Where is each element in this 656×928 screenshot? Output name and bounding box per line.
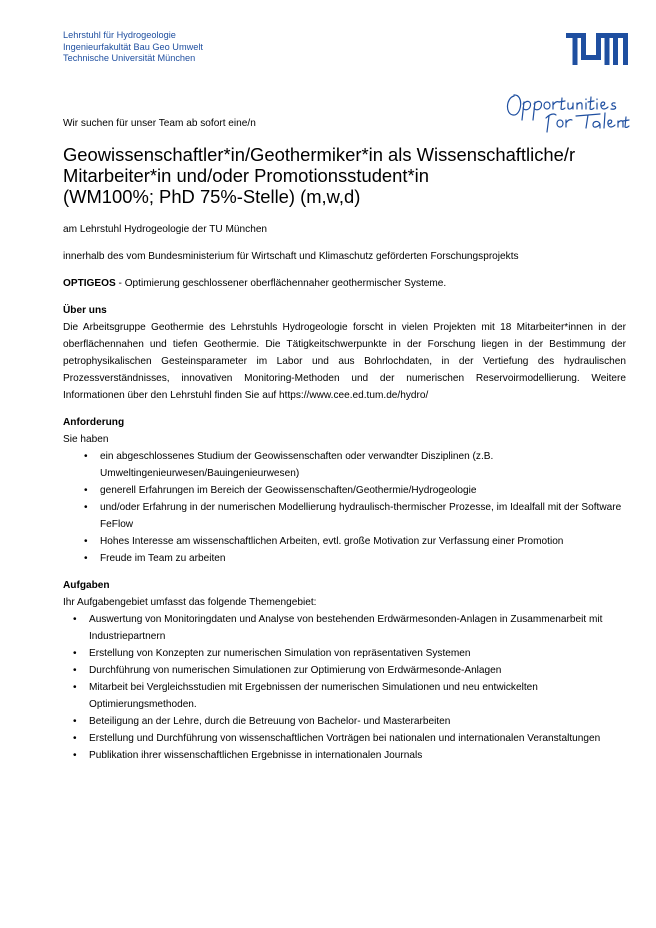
- list-item: • und/oder Erfahrung in der numerischen Modellierung hydraulisch-thermischer Prozesse, im Idealfall mit der Software FeFlow: [63, 499, 626, 533]
- tasks-lead: Ihr Aufgabengebiet umfasst das folgende Themengebiet:: [63, 597, 317, 608]
- tum-logo: [566, 33, 628, 65]
- about-heading: Über uns: [63, 305, 107, 316]
- tasks-list: [63, 611, 626, 764]
- location-line: am Lehrstuhl Hydrogeologie der TU München: [63, 224, 268, 235]
- job-title-line-3: (WM100%; PhD 75%-Stelle) (m,w,d): [63, 186, 361, 207]
- list-item: • Durchführung von numerischen Simulationen zur Optimierung von Erdwärmesonde-Anlagen: [63, 662, 626, 679]
- list-item: • Mitarbeit bei Vergleichsstudien mit Ergebnissen der numerischen Simulationen und neu entwickelten Optimierungsmethoden.: [63, 679, 626, 713]
- list-item: • ein abgeschlossenes Studium der Geowissenschaften oder verwandter Disziplinen (z.B. Umweltingenieurwesen/Bauingenieurwesen): [63, 448, 626, 482]
- header-line-university: Technische Universität München: [63, 53, 196, 63]
- institution-header: [63, 30, 203, 65]
- list-item: • Hohes Interesse am wissenschaftlichen Arbeiten, evtl. große Motivation zur Verfassung einer Promotion: [63, 533, 626, 550]
- about-text: Die Arbeitsgruppe Geothermie des Lehrstuhls Hydrogeologie forscht in vielen Projekten mit 18 Mitarbeiter*innen in der oberflächennahen und tiefen Geothermie. Die Tätigkeitschwerpunkte in der Forschung liegen in der Bestimmung der petrophysikalischen Gesteinsparameter im Labor und aus Bohrlochdaten, in der Vertiefung des hydraulischen Prozessverständnisses, innovativen Monitoring-Methoden und der numerischen Reservoirmodellierung. Weitere Informationen über den Lehrstuhl finden Sie auf https://www.cee.ed.tum.de/hydro/: [63, 322, 626, 401]
- list-item: • Auswertung von Monitoringdaten und Analyse von bestehenden Erdwärmesonden-Anlagen in Zusammenarbeit mit Industriepartnern: [63, 611, 626, 645]
- requirements-list: [63, 448, 626, 567]
- job-title-line-1: Geowissenschaftler*in/Geothermiker*in als Wissenschaftliche/r: [63, 144, 576, 165]
- list-item: • Freude im Team zu arbeiten: [63, 550, 626, 567]
- list-item: • Publikation ihrer wissenschaftlichen Ergebnisse in internationalen Journals: [63, 747, 626, 764]
- requirements-heading: Anforderung: [63, 417, 125, 428]
- header-line-chair: Lehrstuhl für Hydrogeologie: [63, 30, 176, 40]
- project-description: - Optimierung geschlossener oberflächennaher geothermischer Systeme.: [115, 278, 447, 289]
- tasks-heading: Aufgaben: [63, 580, 110, 591]
- intro-line: Wir suchen für unser Team ab sofort eine/n: [63, 118, 256, 129]
- job-title-line-2: Mitarbeiter*in und/oder Promotionsstudent*in: [63, 165, 429, 186]
- list-item: • Erstellung und Durchführung von wissenschaftlichen Vorträgen bei nationalen und internationalen Veranstaltungen: [63, 730, 626, 747]
- header-line-faculty: Ingenieurfakultät Bau Geo Umwelt: [63, 41, 203, 52]
- list-item: • Erstellung von Konzepten zur numerischen Simulation von repräsentativen Systemen: [63, 645, 626, 662]
- funding-line: innerhalb des vom Bundesministerium für Wirtschaft und Klimaschutz geförderten Forschungsprojekts: [63, 251, 519, 262]
- project-name: OPTIGEOS: [63, 278, 116, 289]
- list-item: • generell Erfahrungen im Bereich der Geowissenschaften/Geothermie/Hydrogeologie: [63, 482, 626, 499]
- list-item: • Beteiligung an der Lehre, durch die Betreuung von Bachelor- und Masterarbeiten: [63, 713, 626, 730]
- project-line: [63, 275, 626, 292]
- job-title: [63, 144, 626, 207]
- job-posting: [63, 115, 626, 764]
- requirements-lead: Sie haben: [63, 434, 109, 445]
